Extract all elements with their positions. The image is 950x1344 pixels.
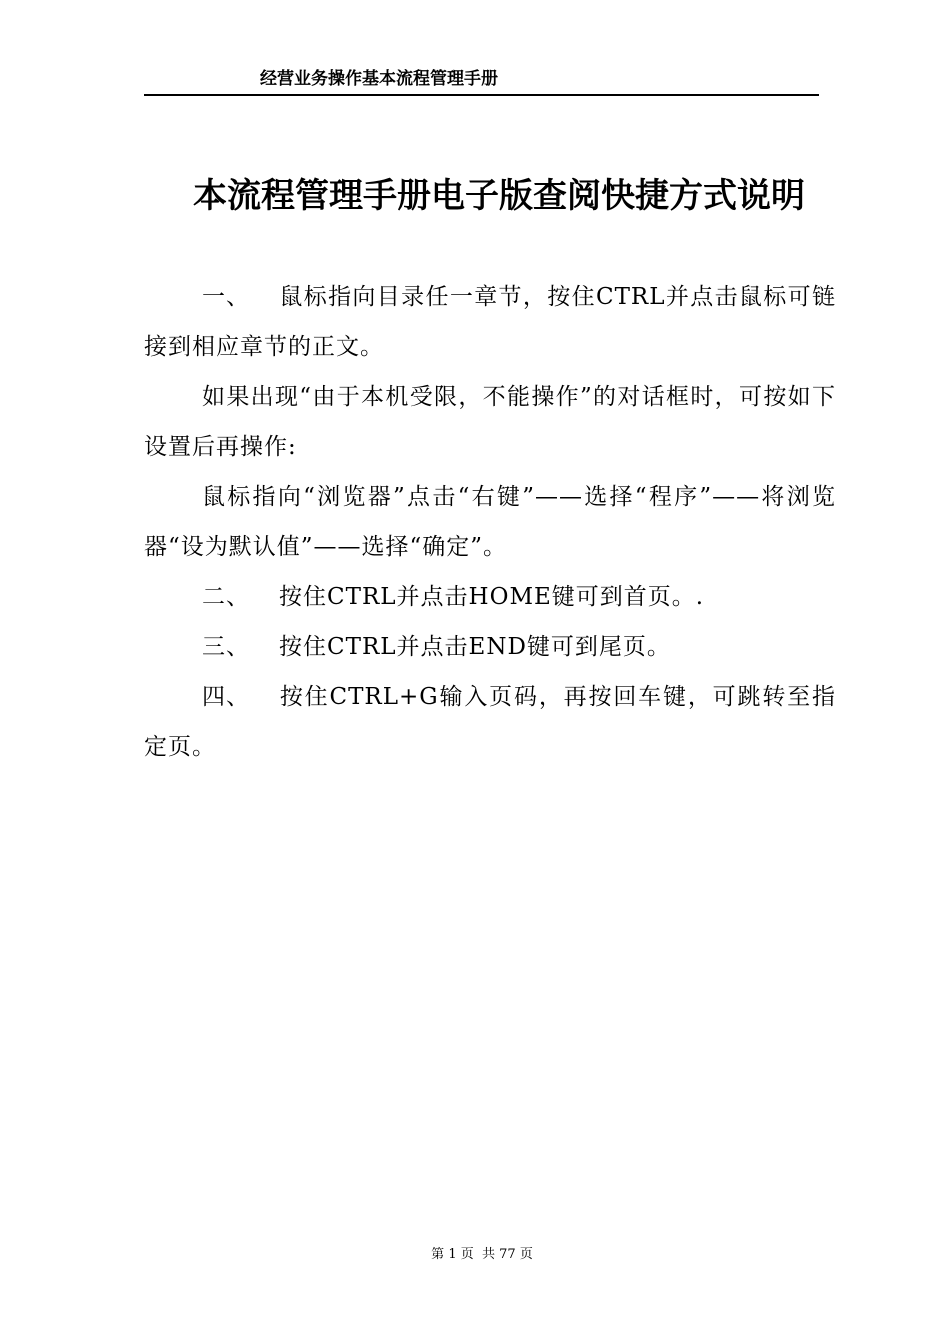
footer-page-number: 1 — [448, 1247, 457, 1262]
page-footer — [0, 1245, 950, 1265]
page-title: 本流程管理手册电子版查阅快捷方式说明 — [193, 176, 805, 216]
header-title: 经营业务操作基本流程管理手册 — [260, 69, 498, 89]
paragraph-4 — [144, 572, 836, 622]
paragraph-3 — [144, 472, 836, 572]
page-header — [144, 66, 819, 96]
paragraph-3-text: 鼠标指向“浏览器”点击“右键”——选择“程序”——将浏览器“设为默认值”——选择“确定”。 — [144, 484, 836, 560]
paragraph-2-text: 如果出现“由于本机受限，不能操作”的对话框时，可按如下设置后再操作: — [144, 384, 836, 460]
paragraph-5-text: 按住CTRL并点击END键可到尾页。 — [279, 634, 671, 660]
paragraph-2 — [144, 372, 836, 472]
paragraph-1 — [144, 272, 836, 372]
paragraph-5 — [144, 622, 836, 672]
item-number-2: 二、 — [202, 584, 250, 610]
item-number-4: 四、 — [202, 684, 250, 710]
document-body — [144, 272, 836, 772]
footer-middle: 页 共 — [460, 1247, 495, 1262]
item-number-3: 三、 — [202, 634, 250, 660]
footer-total-pages: 77 — [499, 1247, 516, 1262]
footer-prefix: 第 — [431, 1247, 445, 1262]
paragraph-6-text: 按住CTRL+G输入页码，再按回车键，可跳转至指定页。 — [144, 684, 836, 760]
paragraph-6 — [144, 672, 836, 772]
paragraph-4-text: 按住CTRL并点击HOME键可到首页。. — [279, 584, 705, 610]
footer-suffix: 页 — [519, 1247, 533, 1262]
item-number-1: 一、 — [202, 284, 250, 310]
paragraph-1-text: 鼠标指向目录任一章节，按住CTRL并点击鼠标可链接到相应章节的正文。 — [144, 284, 836, 360]
